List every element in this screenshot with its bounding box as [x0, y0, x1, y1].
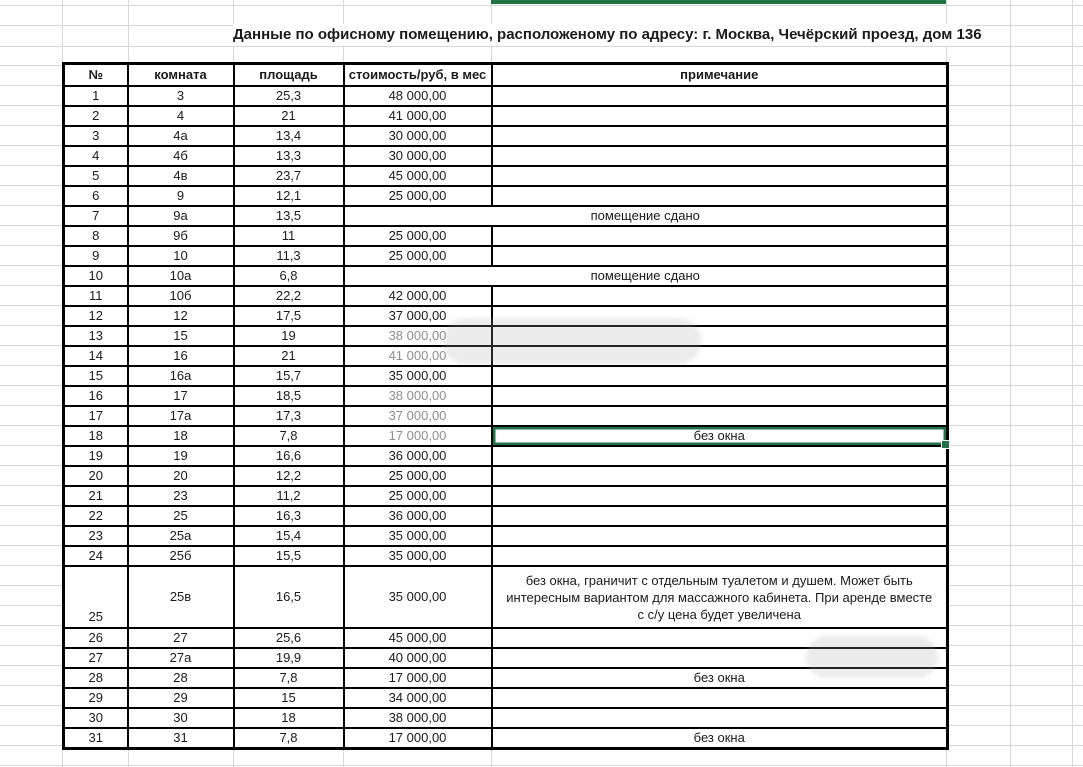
cell-note[interactable]	[492, 106, 948, 126]
cell-num[interactable]: 30	[64, 708, 128, 728]
gridline	[946, 685, 1083, 686]
sheet-title-cell[interactable]: Данные по офисному помещению, расположеному по адресу: г. Москва, Чечёрский проезд, дом 136	[233, 24, 967, 46]
gridline	[62, 0, 63, 62]
cell-price[interactable]: 41 000,00	[344, 106, 492, 126]
cell-price[interactable]: 25 000,00	[344, 466, 492, 486]
cell-room[interactable]: 10	[128, 246, 234, 266]
header-row	[64, 64, 948, 87]
cell-room[interactable]: 4а	[128, 126, 234, 146]
gridline	[0, 125, 62, 126]
cell-room[interactable]: 12	[128, 306, 234, 326]
gridline	[0, 525, 62, 526]
cell-note[interactable]	[492, 486, 948, 506]
cell-area[interactable]: 22,2	[234, 286, 344, 306]
cell-area[interactable]: 17,3	[234, 406, 344, 426]
gridline	[0, 285, 62, 286]
cell-price[interactable]: 17 000,00	[344, 426, 492, 446]
gridline	[0, 245, 62, 246]
cell-room[interactable]: 27	[128, 628, 234, 648]
cell-room[interactable]: 25в	[128, 566, 234, 628]
gridline	[946, 105, 1083, 106]
table-row	[64, 326, 948, 346]
cell-room[interactable]: 3	[128, 86, 234, 106]
cell-room[interactable]: 10а	[128, 266, 234, 286]
gridline	[946, 145, 1083, 146]
gridline	[491, 747, 492, 767]
gridline	[0, 205, 62, 206]
gridline	[0, 625, 62, 626]
cell-price[interactable]: 38 000,00	[344, 708, 492, 728]
gridline	[0, 705, 62, 706]
cell-room[interactable]: 4	[128, 106, 234, 126]
cell-price[interactable]: 30 000,00	[344, 126, 492, 146]
gridline	[946, 585, 1083, 586]
cell-price[interactable]: 36 000,00	[344, 506, 492, 526]
table-row	[64, 306, 948, 326]
gridline	[946, 305, 1083, 306]
gridline	[0, 65, 62, 66]
cell-num[interactable]: 8	[64, 226, 128, 246]
table-row	[64, 728, 948, 749]
table-row	[64, 366, 948, 386]
gridline	[0, 185, 62, 186]
cell-area[interactable]: 21	[234, 346, 344, 366]
cell-room[interactable]: 16а	[128, 366, 234, 386]
gridline	[0, 745, 62, 746]
cell-price[interactable]: 40 000,00	[344, 648, 492, 668]
gridline	[946, 545, 1083, 546]
cell-price[interactable]: 17 000,00	[344, 668, 492, 688]
cell-room[interactable]: 25	[128, 506, 234, 526]
cell-price[interactable]: 37 000,00	[344, 406, 492, 426]
cell-num[interactable]: 20	[64, 466, 128, 486]
cell-num[interactable]: 9	[64, 246, 128, 266]
cell-note[interactable]	[492, 246, 948, 266]
table-row	[64, 106, 948, 126]
cell-room[interactable]: 20	[128, 466, 234, 486]
gridline	[946, 125, 1083, 126]
gridline	[0, 365, 62, 366]
cell-room[interactable]: 31	[128, 728, 234, 749]
table-row	[64, 628, 948, 648]
cell-note[interactable]: без окна	[492, 668, 948, 688]
cell-price[interactable]: 35 000,00	[344, 366, 492, 386]
cell-num[interactable]: 24	[64, 546, 128, 566]
cell-num[interactable]: 21	[64, 486, 128, 506]
table-row	[64, 648, 948, 668]
gridline	[946, 165, 1083, 166]
cell-num[interactable]: 25	[64, 566, 128, 628]
cell-note[interactable]	[492, 346, 948, 366]
cell-room[interactable]: 10б	[128, 286, 234, 306]
table-row	[64, 206, 948, 226]
table-row	[64, 166, 948, 186]
gridline	[946, 665, 1083, 666]
cell-room[interactable]: 4б	[128, 146, 234, 166]
gridline	[0, 385, 62, 386]
cell-room[interactable]: 9а	[128, 206, 234, 226]
cell-note[interactable]	[492, 546, 948, 566]
gridline	[0, 305, 62, 306]
gridline	[0, 265, 62, 266]
cell-num[interactable]: 6	[64, 186, 128, 206]
cell-price[interactable]: 48 000,00	[344, 86, 492, 106]
cell-room[interactable]: 9	[128, 186, 234, 206]
cell-area[interactable]: 13,5	[234, 206, 344, 226]
gridline	[946, 425, 1083, 426]
cell-price[interactable]: 35 000,00	[344, 526, 492, 546]
cell-num[interactable]: 16	[64, 386, 128, 406]
cell-note[interactable]	[492, 146, 948, 166]
table-row	[64, 668, 948, 688]
cell-area[interactable]: 12,2	[234, 466, 344, 486]
cell-note[interactable]	[492, 186, 948, 206]
cell-area[interactable]: 11	[234, 226, 344, 246]
cell-area[interactable]: 21	[234, 106, 344, 126]
cell-note[interactable]	[492, 526, 948, 546]
cell-num[interactable]: 14	[64, 346, 128, 366]
table-row	[64, 126, 948, 146]
table-row	[64, 226, 948, 246]
gridline	[946, 85, 1083, 86]
column-header-note[interactable]: примечание	[492, 64, 948, 87]
cell-area[interactable]: 18,5	[234, 386, 344, 406]
cell-room[interactable]: 15	[128, 326, 234, 346]
gridline	[128, 0, 129, 62]
table-row	[64, 546, 948, 566]
table-row	[64, 286, 948, 306]
cell-note[interactable]: без окна	[492, 728, 948, 749]
cell-note[interactable]	[492, 628, 948, 648]
column-header-area[interactable]: площадь	[234, 64, 344, 87]
cell-room[interactable]: 9б	[128, 226, 234, 246]
office-table-body	[64, 86, 948, 749]
gridline	[1072, 0, 1073, 767]
cell-room[interactable]: 28	[128, 668, 234, 688]
cell-room[interactable]: 4в	[128, 166, 234, 186]
table-row	[64, 708, 948, 728]
cell-note[interactable]	[492, 386, 948, 406]
cell-num[interactable]: 27	[64, 648, 128, 668]
gridline	[1010, 0, 1011, 767]
cell-num[interactable]: 17	[64, 406, 128, 426]
gridline	[946, 505, 1083, 506]
gridline	[946, 625, 1083, 626]
gridline	[946, 65, 1083, 66]
cell-num[interactable]: 4	[64, 146, 128, 166]
cell-price[interactable]: 17 000,00	[344, 728, 492, 749]
cell-note[interactable]	[492, 306, 948, 326]
gridline	[233, 747, 234, 767]
cell-num[interactable]: 19	[64, 446, 128, 466]
gridline	[946, 745, 1083, 746]
gridline	[0, 46, 1083, 47]
cell-num[interactable]: 3	[64, 126, 128, 146]
cell-num[interactable]: 10	[64, 266, 128, 286]
cell-area[interactable]: 6,8	[234, 266, 344, 286]
column-header-price[interactable]: стоимость/руб, в мес	[344, 64, 492, 87]
cell-room[interactable]: 29	[128, 688, 234, 708]
cell-area[interactable]: 15,4	[234, 526, 344, 546]
gridline	[946, 725, 1083, 726]
gridline	[946, 465, 1083, 466]
cell-area[interactable]: 11,3	[234, 246, 344, 266]
cell-note[interactable]	[492, 648, 948, 668]
gridline	[946, 485, 1083, 486]
cell-num[interactable]: 26	[64, 628, 128, 648]
gridline	[128, 747, 129, 767]
cell-area[interactable]: 25,3	[234, 86, 344, 106]
gridline	[946, 185, 1083, 186]
cell-price[interactable]: 37 000,00	[344, 306, 492, 326]
gridline	[0, 665, 62, 666]
gridline	[946, 747, 947, 767]
gridline	[62, 747, 63, 767]
table-row	[64, 466, 948, 486]
table-row	[64, 266, 948, 286]
cell-note[interactable]	[492, 708, 948, 728]
cell-room[interactable]: 27а	[128, 648, 234, 668]
gridline	[0, 505, 62, 506]
gridline	[0, 225, 62, 226]
cell-note[interactable]	[492, 446, 948, 466]
cell-area[interactable]: 13,3	[234, 146, 344, 166]
cell-num[interactable]: 7	[64, 206, 128, 226]
cell-note-selected[interactable]: без окна	[492, 426, 948, 446]
gridline	[0, 765, 1083, 766]
gridline	[946, 325, 1083, 326]
cell-room[interactable]: 17	[128, 386, 234, 406]
cell-area[interactable]: 16,6	[234, 446, 344, 466]
cell-area[interactable]: 15,5	[234, 546, 344, 566]
cell-num[interactable]: 11	[64, 286, 128, 306]
gridline	[0, 345, 62, 346]
gridline	[0, 585, 62, 586]
gridline	[0, 5, 1083, 6]
cell-price[interactable]: 42 000,00	[344, 286, 492, 306]
cell-note[interactable]	[492, 286, 948, 306]
gridline	[946, 225, 1083, 226]
gridline	[946, 565, 1083, 566]
gridline	[946, 445, 1083, 446]
gridline	[0, 545, 62, 546]
cell-area[interactable]: 11,2	[234, 486, 344, 506]
gridline	[946, 405, 1083, 406]
gridline	[0, 85, 62, 86]
gridline	[0, 145, 62, 146]
cell-num[interactable]: 2	[64, 106, 128, 126]
cell-num[interactable]: 15	[64, 366, 128, 386]
table-row	[64, 506, 948, 526]
cell-note[interactable]: без окна, граничит с отдельным туалетом и душем. Может быть интересным вариантом для массажного кабинета. При аренде вместе с с/у цена будет увеличена	[492, 566, 948, 628]
gridline	[0, 565, 62, 566]
cell-price[interactable]: 35 000,00	[344, 546, 492, 566]
cell-price[interactable]: 41 000,00	[344, 346, 492, 366]
cell-price[interactable]: 25 000,00	[344, 246, 492, 266]
gridline	[0, 105, 62, 106]
cell-room[interactable]: 25б	[128, 546, 234, 566]
column-header-num[interactable]: №	[64, 64, 128, 87]
gridline	[946, 525, 1083, 526]
cell-note[interactable]	[492, 406, 948, 426]
table-row	[64, 186, 948, 206]
cell-room[interactable]: 18	[128, 426, 234, 446]
table-row	[64, 486, 948, 506]
cell-price[interactable]: 30 000,00	[344, 146, 492, 166]
cell-room[interactable]: 30	[128, 708, 234, 728]
gridline	[0, 325, 62, 326]
table-row	[64, 86, 948, 106]
office-table	[62, 62, 949, 750]
gridline	[946, 205, 1083, 206]
cell-num[interactable]: 22	[64, 506, 128, 526]
cell-note[interactable]	[492, 466, 948, 486]
cell-num[interactable]: 31	[64, 728, 128, 749]
gridline	[946, 645, 1083, 646]
cell-area[interactable]: 7,8	[234, 426, 344, 446]
gridline	[0, 685, 62, 686]
table-row	[64, 426, 948, 446]
cell-price[interactable]: 45 000,00	[344, 628, 492, 648]
cell-area[interactable]: 12,1	[234, 186, 344, 206]
cell-price[interactable]: 38 000,00	[344, 326, 492, 346]
cell-note[interactable]	[492, 506, 948, 526]
gridline	[946, 345, 1083, 346]
cell-note[interactable]	[492, 326, 948, 346]
gridline	[946, 365, 1083, 366]
cell-price[interactable]: 36 000,00	[344, 446, 492, 466]
cell-room[interactable]: 17а	[128, 406, 234, 426]
table-row	[64, 406, 948, 426]
gridline	[946, 285, 1083, 286]
cell-area[interactable]: 15	[234, 688, 344, 708]
cell-room[interactable]: 16	[128, 346, 234, 366]
gridline	[0, 165, 62, 166]
table-row	[64, 246, 948, 266]
cell-num[interactable]: 28	[64, 668, 128, 688]
cell-note[interactable]	[492, 688, 948, 708]
gridline	[946, 385, 1083, 386]
gridline	[0, 725, 62, 726]
cell-num[interactable]: 1	[64, 86, 128, 106]
gridline	[0, 445, 62, 446]
cell-note[interactable]	[492, 166, 948, 186]
cell-note[interactable]	[492, 86, 948, 106]
cell-note[interactable]	[492, 226, 948, 246]
table-row	[64, 526, 948, 546]
cell-price[interactable]: 35 000,00	[344, 566, 492, 628]
cell-num[interactable]: 13	[64, 326, 128, 346]
gridline	[0, 645, 62, 646]
gridline	[946, 265, 1083, 266]
cell-num[interactable]: 18	[64, 426, 128, 446]
cell-area[interactable]: 17,5	[234, 306, 344, 326]
table-row	[64, 566, 948, 628]
cell-note[interactable]	[492, 126, 948, 146]
cell-num[interactable]: 23	[64, 526, 128, 546]
table-row	[64, 386, 948, 406]
cell-num[interactable]: 5	[64, 166, 128, 186]
gridline	[343, 747, 344, 767]
table-row	[64, 688, 948, 708]
cell-area[interactable]: 7,8	[234, 668, 344, 688]
cell-area[interactable]: 7,8	[234, 728, 344, 749]
cell-price[interactable]: 25 000,00	[344, 486, 492, 506]
cell-area[interactable]: 25,6	[234, 628, 344, 648]
gridline	[946, 605, 1083, 606]
cell-area[interactable]: 16,5	[234, 566, 344, 628]
cell-room[interactable]: 25а	[128, 526, 234, 546]
cell-price[interactable]: 45 000,00	[344, 166, 492, 186]
cell-room[interactable]: 19	[128, 446, 234, 466]
cell-price[interactable]: 34 000,00	[344, 688, 492, 708]
gridline	[946, 245, 1083, 246]
gridline	[0, 405, 62, 406]
column-header-room[interactable]: комната	[128, 64, 234, 87]
cell-num[interactable]: 12	[64, 306, 128, 326]
gridline	[0, 465, 62, 466]
gridline	[0, 425, 62, 426]
cell-area[interactable]: 16,3	[234, 506, 344, 526]
cell-price[interactable]: 38 000,00	[344, 386, 492, 406]
cell-area[interactable]: 23,7	[234, 166, 344, 186]
cell-merged-note[interactable]: помещение сдано	[344, 266, 948, 286]
gridline	[0, 605, 62, 606]
cell-price[interactable]: 25 000,00	[344, 226, 492, 246]
cell-area[interactable]: 19,9	[234, 648, 344, 668]
cell-note[interactable]	[492, 366, 948, 386]
cell-area[interactable]: 13,4	[234, 126, 344, 146]
cell-num[interactable]: 29	[64, 688, 128, 708]
table-row	[64, 146, 948, 166]
cell-room[interactable]: 23	[128, 486, 234, 506]
cell-merged-note[interactable]: помещение сдано	[344, 206, 948, 226]
table-row	[64, 446, 948, 466]
cell-area[interactable]: 15,7	[234, 366, 344, 386]
gridline	[946, 705, 1083, 706]
table-row	[64, 346, 948, 366]
cell-price[interactable]: 25 000,00	[344, 186, 492, 206]
cell-area[interactable]: 18	[234, 708, 344, 728]
cell-area[interactable]: 19	[234, 326, 344, 346]
selection-top-indicator	[491, 0, 946, 4]
gridline	[0, 485, 62, 486]
